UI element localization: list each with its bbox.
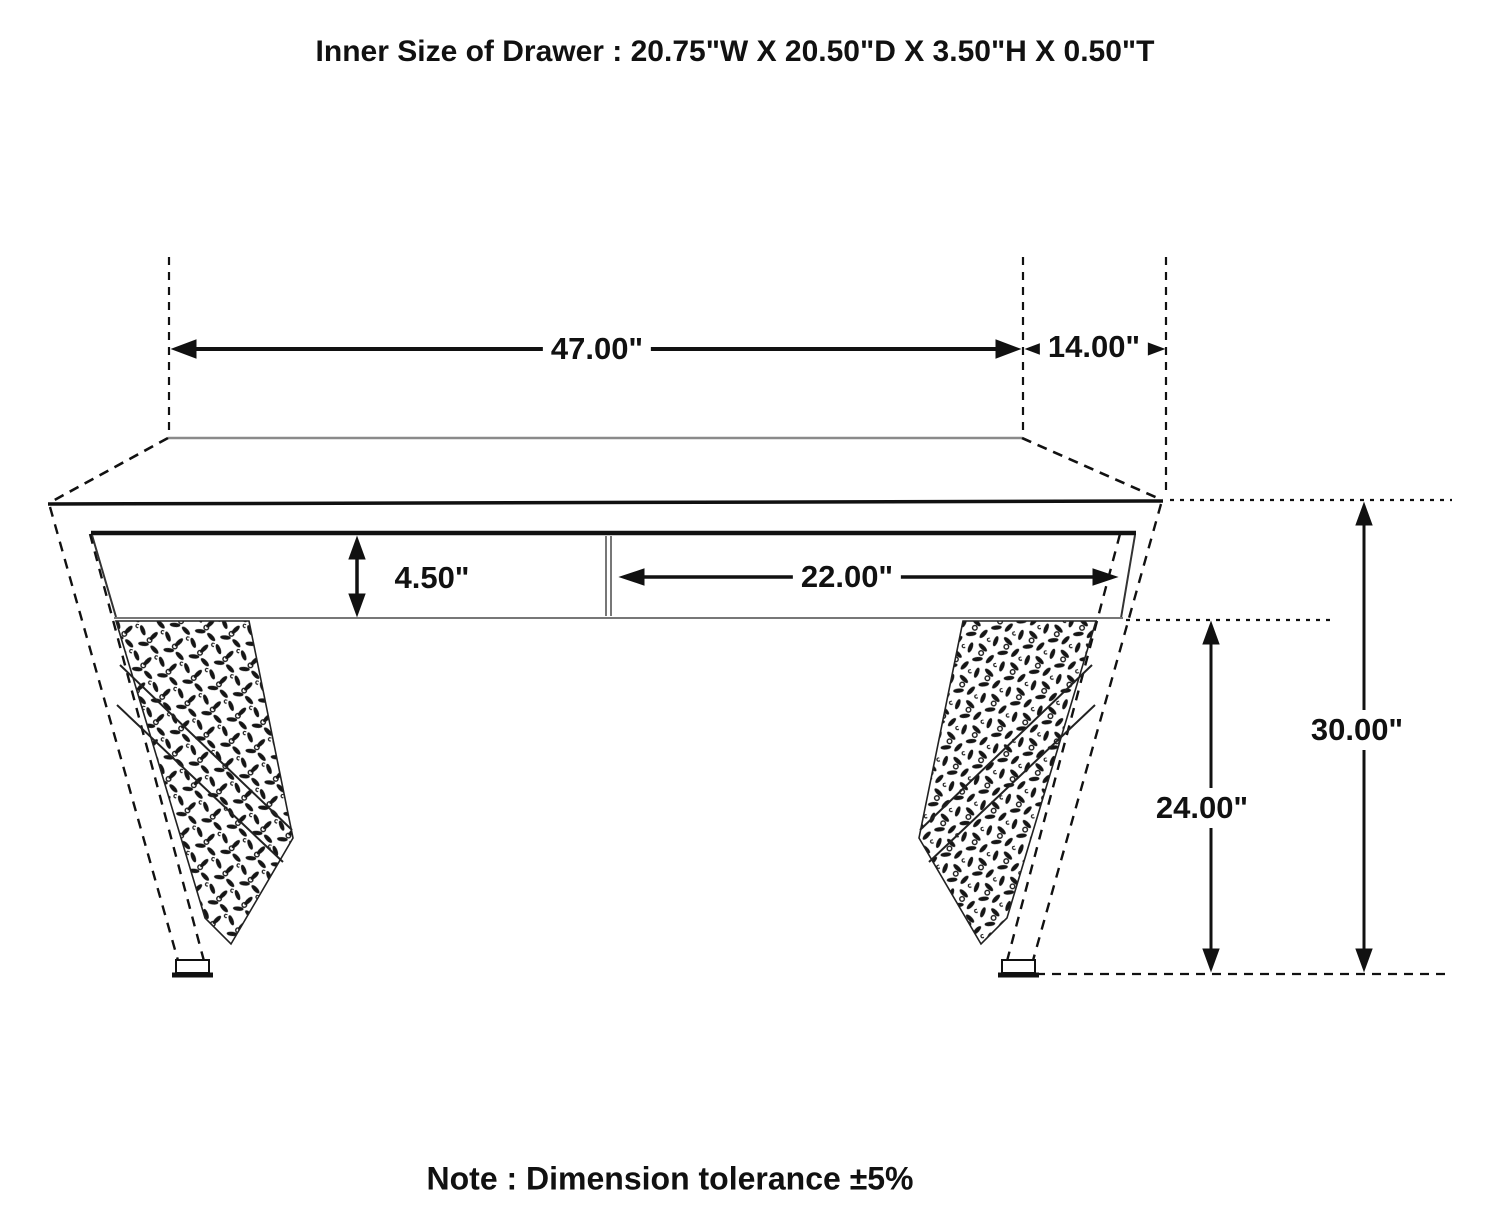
dimension-label-drawer-width: 22.00" (793, 557, 901, 597)
dimension-label-overall-height: 30.00" (1303, 710, 1411, 750)
desk-top (48, 438, 1163, 504)
dimension-label-depth: 14.00" (1040, 327, 1148, 367)
tolerance-note: Note : Dimension tolerance ±5% (423, 1161, 918, 1198)
drawer-divider (606, 536, 611, 616)
right-foot (998, 960, 1039, 975)
dimension-arrow-drawer-height (349, 537, 365, 616)
right-lattice-panel (919, 621, 1096, 944)
left-foot (172, 960, 213, 975)
left-leg (50, 507, 293, 975)
left-lattice-panel (116, 621, 293, 944)
dimension-label-clearance-height: 24.00" (1148, 788, 1256, 828)
projection-lines (169, 257, 1452, 974)
diagram-title: Inner Size of Drawer : 20.75"W X 20.50"D X 3.50"H X 0.50"T (312, 35, 1159, 69)
right-leg (919, 504, 1161, 975)
dimension-arrows (172, 340, 1372, 971)
dimension-label-overall-width: 47.00" (543, 329, 651, 369)
dimension-label-drawer-height: 4.50" (394, 560, 470, 595)
